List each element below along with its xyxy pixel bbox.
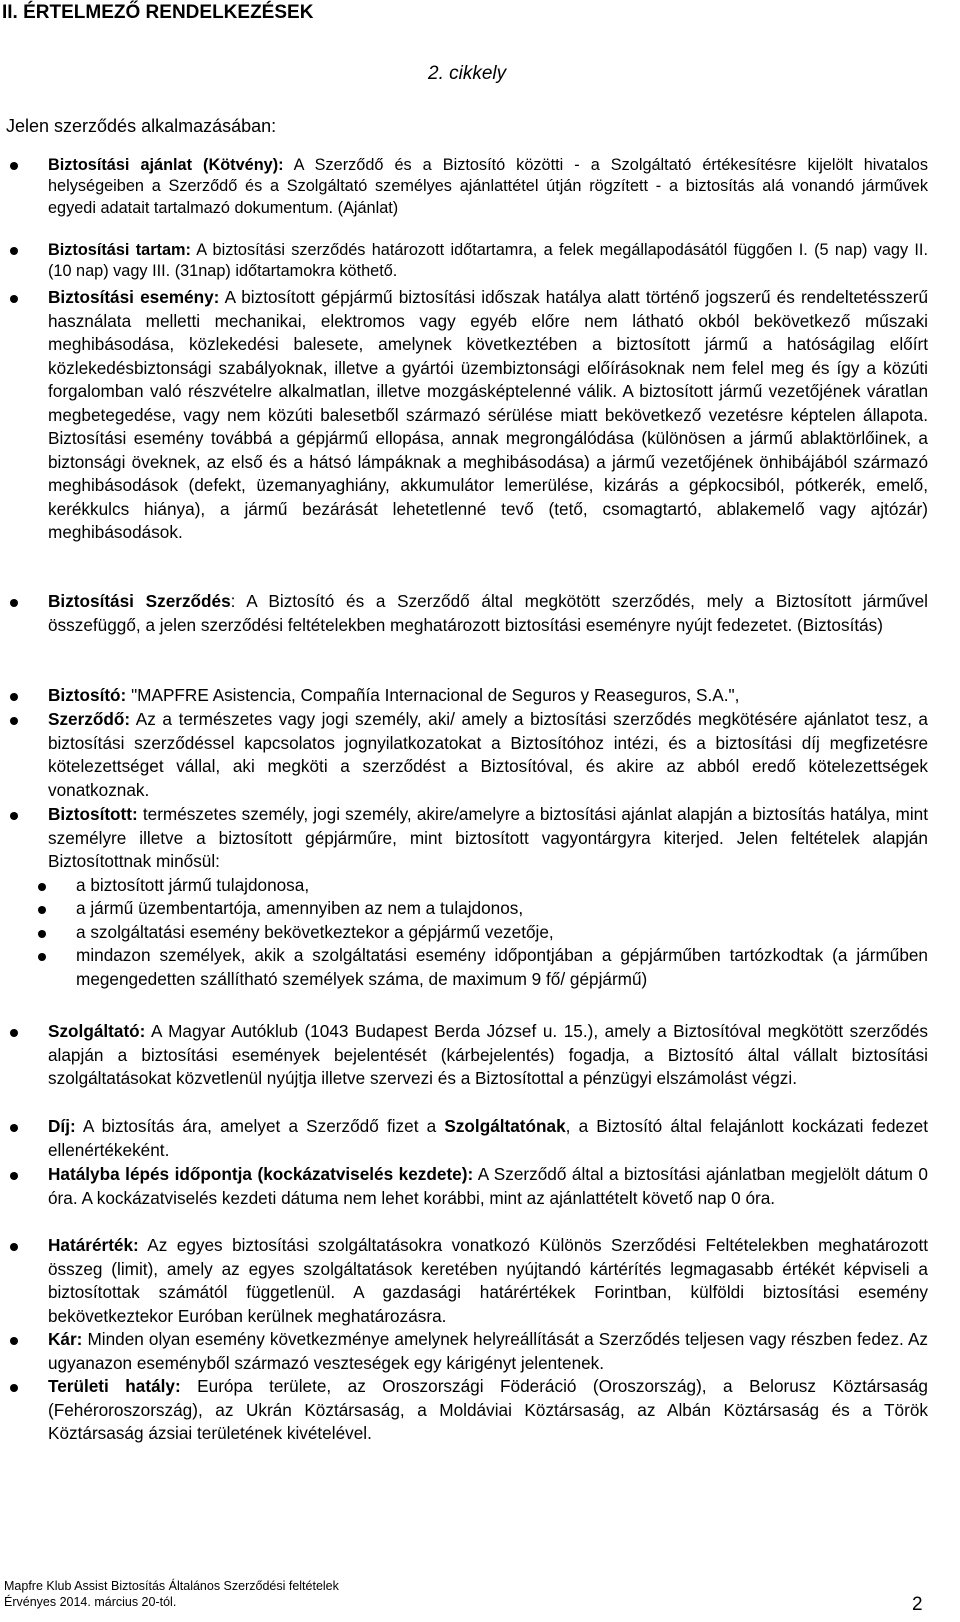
bullet-icon [10, 162, 18, 170]
bullet-icon [10, 693, 18, 701]
list-item: mindazon személyek, akik a szolgáltatási esemény időpontjában a gépjárműben tartózkodtak (a járműben megengedetten szállítható személyek száma, de maximum 9 fő/ gépjármű) [48, 944, 928, 991]
definition-text: A Magyar Autóklub (1043 Budapest Berda József u. 15.), amely a Biztosítóval megkötött szerződés alapján a biztosítási események bejelentését (kárbejelentés) fogadja, a Biztosító által vállalt biztosítási szolgáltatásokat közvetlenül nyújtja illetve szervezi és a Biztosítottal a pénzügyi elszámolást végzi. [48, 1021, 928, 1088]
definition-term: Szolgáltatónak [444, 1116, 566, 1136]
list-item: a jármű üzembentartója, amennyiben az nem a tulajdonos, [48, 897, 928, 921]
definition-term: Biztosítási Szerződés [48, 591, 231, 611]
definition-text: Az a természetes vagy jogi személy, aki/ amely a biztosítási szerződés megkötésére ajánlatot tesz, a biztosítási szerződéssel kapcsolatos jognyilatkozatokat a Biztosítóhoz intézi, és a biztosítási díj megfizetésre kötelezettséget vállal, aki megköti a szerződést a Biztosítóval, és akire az abból eredő kötelezettségek vonatkoznak. [48, 709, 928, 800]
definition-item [48, 286, 928, 545]
article-label: 2. cikkely [428, 63, 507, 84]
definition-text: Az egyes biztosítási szolgáltatásokra vonatkozó Különös Szerződési Feltételekben meghatározott összeg (limit), amely az egyes szolgáltatások keretében nyújtandó kártérítés legmagasabb értékét képviseli a biztosítottak számától függetlenül. A gazdasági határértékek Forintban, külföldi biztosítási esemény bekövetkeztekor Euróban kerülnek meghatározásra. [48, 1235, 928, 1326]
bullet-icon [10, 1172, 18, 1180]
definition-item [48, 684, 928, 708]
bullet-icon [10, 247, 18, 255]
bullet-icon [10, 717, 18, 725]
bullet-icon [10, 1337, 18, 1345]
footer-document-title: Mapfre Klub Assist Biztosítás Általános Szerződési feltételek [4, 1579, 339, 1593]
page-number: 2 [912, 1594, 923, 1615]
list-item: a biztosított jármű tulajdonosa, [48, 874, 928, 898]
list-item: a szolgáltatási esemény bekövetkeztekor a gépjármű vezetője, [48, 921, 928, 945]
definition-item [48, 590, 928, 637]
definition-text: A biztosított gépjármű biztosítási időszak hatálya alatt történő jogszerű és rendeltetésszerű használata melletti mechanikai, elektromos vagy egyéb előre nem látható okból bekövetkező műszaki meghibásodása, közlekedési balesete, amelynek következtében a biztosított jármű a hatóságilag előírt közlekedésbiztonsági szabályoknak, illetve a gyártói üzembiztonsági előírásoknak nem felel meg és így a közúti forgalomban való részvételre alkalmatlan, illetve mozgásképtelenné válik. A biztosított jármű vezetőjének váratlan megbetegedése, vagy nem közúti balesetből származó sérülése miatt bekövetkező vezetésre képtelen állapota. Biztosítási esemény továbbá a gépjármű ellopása, annak megrongálódása (különösen a jármű ablaktörlőinek, a biztonsági öveknek, az első és a hátsó lámpáknak a meghibásodása) a jármű vezetőjének önhibájából származó meghibásodások (defekt, üzemanyaghiány, akkumulátor lemerülése, kizárás a gépkocsiból, pótkerék, emelő, kerékkulcs hiánya), a jármű bezárását lehetetlenné tevő (tető, csomagtartó, ablakemelő vagy ajtózár) meghibásodások. [48, 287, 929, 542]
bullet-icon [10, 1243, 18, 1251]
definition-term: Biztosítási esemény: [48, 287, 220, 307]
bullet-icon [38, 906, 46, 914]
definition-term: Hatályba lépés időpontja (kockázatviselés kezdete): [48, 1164, 474, 1184]
definition-text: Európa területe, az Oroszországi Föderáció (Oroszország), a Belorusz Köztársaság (Fehéroroszország), az Ukrán Köztársaság, a Moldáviai Köztársaság, az Albán Köztársaság és a Török Köztársaság ázsiai területének kivételével. [48, 1376, 928, 1443]
definition-text: A Szerződő és a Biztosító közötti - a Szolgáltató értékesítésre kijelölt hivatalos helységeiben a Szerződő és a Szolgáltató személyes ajánlattétel útján rögzített - a biztosítás alá vonandó járművek egyedi adatait tartalmazó dokumentum. (Ajánlat) [48, 156, 928, 217]
bullet-icon [10, 812, 18, 820]
definition-text: A biztosítás ára, amelyet a Szerződő fizet a [75, 1116, 445, 1136]
definition-term: Határérték: [48, 1235, 139, 1255]
definition-item [48, 1328, 928, 1375]
definition-text: A Szerződő által a biztosítási ajánlatban megjelölt dátum 0 óra. A kockázatviselés kezdeti dátuma nem lehet korábbi, mint az ajánlattételt követő nap 0 óra. [48, 1164, 928, 1208]
bullet-icon [10, 1029, 18, 1037]
insured-persons-list [48, 874, 928, 992]
bullet-icon [10, 599, 18, 607]
bullet-icon [38, 953, 46, 961]
bullet-icon [10, 1384, 18, 1392]
definition-term: Biztosítási tartam: [48, 241, 191, 259]
bullet-icon [38, 883, 46, 891]
definition-text: : A Biztosító és a Szerződő által megkötött szerződés, mely a Biztosított járművel összefüggő, a jelen szerződési feltételekben meghatározott biztosítási eseményre nyújt fedezetet. (Biztosítás) [48, 591, 928, 635]
definition-term: Biztosító: [48, 685, 127, 705]
definition-item [48, 1234, 928, 1328]
definition-term: Biztosított: [48, 804, 138, 824]
bullet-icon [10, 295, 18, 303]
bullet-icon [10, 1124, 18, 1132]
definition-text: Minden olyan esemény következménye amelynek helyreállítását a Szerződés teljesen vagy részben fedez. Az ugyanazon eseményből származó veszteségek egy kárigényt jelentenek. [48, 1329, 928, 1373]
definition-text: "MAPFRE Asistencia, Compañía Internacional de Seguros y Reaseguros, S.A.", [126, 685, 740, 705]
definition-item [48, 240, 928, 283]
definition-term: Szolgáltató: [48, 1021, 146, 1041]
definition-term: Szerződő: [48, 709, 131, 729]
definition-term: Díj: [48, 1116, 76, 1136]
section-heading: II. ÉRTELMEZŐ RENDELKEZÉSEK [2, 2, 314, 23]
intro-text: Jelen szerződés alkalmazásában: [6, 116, 277, 136]
definition-term: Kár: [48, 1329, 83, 1349]
footer-validity: Érvényes 2014. március 20-tól. [4, 1595, 177, 1609]
definition-item [48, 1163, 928, 1210]
definition-item [48, 708, 928, 802]
definition-text: természetes személy, jogi személy, akire/amelyre a biztosítási ajánlat alapján a biztosítás hatálya, mint személyre illetve a biztosított gépjárműre, mint biztosított vagyontárgyra kiterjed. Jelen feltételek alapján Biztosítottnak minősül: [48, 804, 928, 871]
definition-item [48, 1020, 928, 1091]
definition-item [48, 155, 928, 219]
definition-term: Biztosítási ajánlat (Kötvény): [48, 156, 284, 174]
definition-item [48, 1115, 928, 1162]
definition-text: , a Biztosító által felajánlott kockázati fedezet ellenértékeként. [48, 1116, 928, 1160]
definition-item [48, 1375, 928, 1446]
page-footer [4, 1578, 339, 1610]
definition-term: Területi hatály: [48, 1376, 181, 1396]
bullet-icon [38, 930, 46, 938]
definition-item [48, 803, 928, 991]
definition-text: A biztosítási szerződés határozott időtartamra, a felek megállapodásától függően I. (5 nap) vagy II. (10 nap) vagy III. (31nap) időtartamokra köthető. [48, 241, 928, 281]
